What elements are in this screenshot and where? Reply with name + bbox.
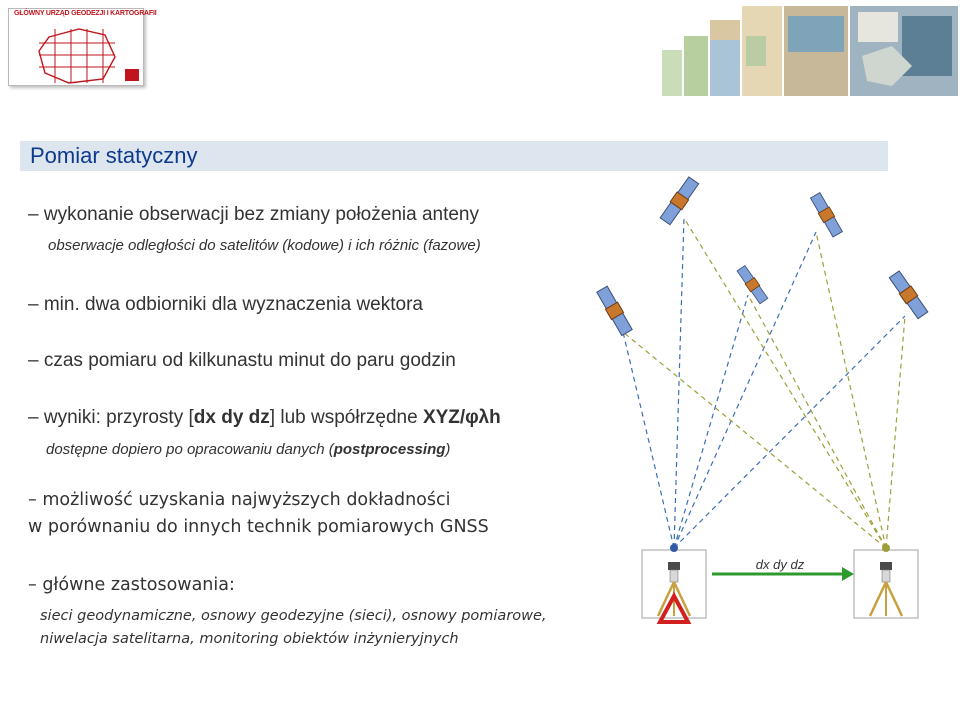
satellite-icon [810,192,843,237]
bullet-applications-sub-line2: niwelacja satelitarna, monitoring obiektów inżynieryjnych [40,631,459,647]
bullet-results: – wyniki: przyrosty [dx dy dz] lub współrzędne XYZ/φλh [28,407,501,428]
gnss-receiver-tripod-icon [642,544,706,618]
bullet-results-sub: dostępne dopiero po opracowaniu danych (postprocessing) [46,441,451,458]
satellite-icon [659,176,699,225]
bullet-applications-sub: sieci geodynamiczne, osnowy geodezyjne (sieci), osnowy pomiarowe, [40,608,547,624]
vector-label: dx dy dz [755,557,805,572]
satellite-icon [889,270,929,319]
gnss-receiver-tripod-icon [854,544,918,618]
rays-receiver-b [623,218,905,548]
satellite-icon [596,286,633,336]
bullet-duration: – czas pomiaru od kilkunastu minut do paru godzin [28,349,456,373]
logo [8,8,157,86]
logo-org-name: GŁÓWNY URZĄD GEODEZJI I KARTOGRAFII [14,10,157,17]
satellite-icon [736,265,768,304]
bullet-applications: – główne zastosowania: [28,573,235,597]
slide-title: Pomiar statyczny [30,143,198,168]
bullet-receivers: – min. dwa odbiorniki dla wyznaczenia wektora [28,293,423,317]
bullet-accuracy: – możliwość uzyskania najwyższych dokładności [28,490,451,510]
bullet-observation: – wykonanie obserwacji bez zmiany położenia anteny [28,203,479,227]
logo-emblem [9,9,157,85]
bullet-accuracy-line2: w porównaniu do innych technik pomiarowych GNSS [28,517,489,537]
static-survey-diagram [580,170,960,640]
bullet-observation-sub: obserwacje odległości do satelitów (kodowe) i ich różnic (fazowe) [48,237,481,254]
header-map-banner [662,6,958,96]
rays-receiver-a [623,218,905,548]
